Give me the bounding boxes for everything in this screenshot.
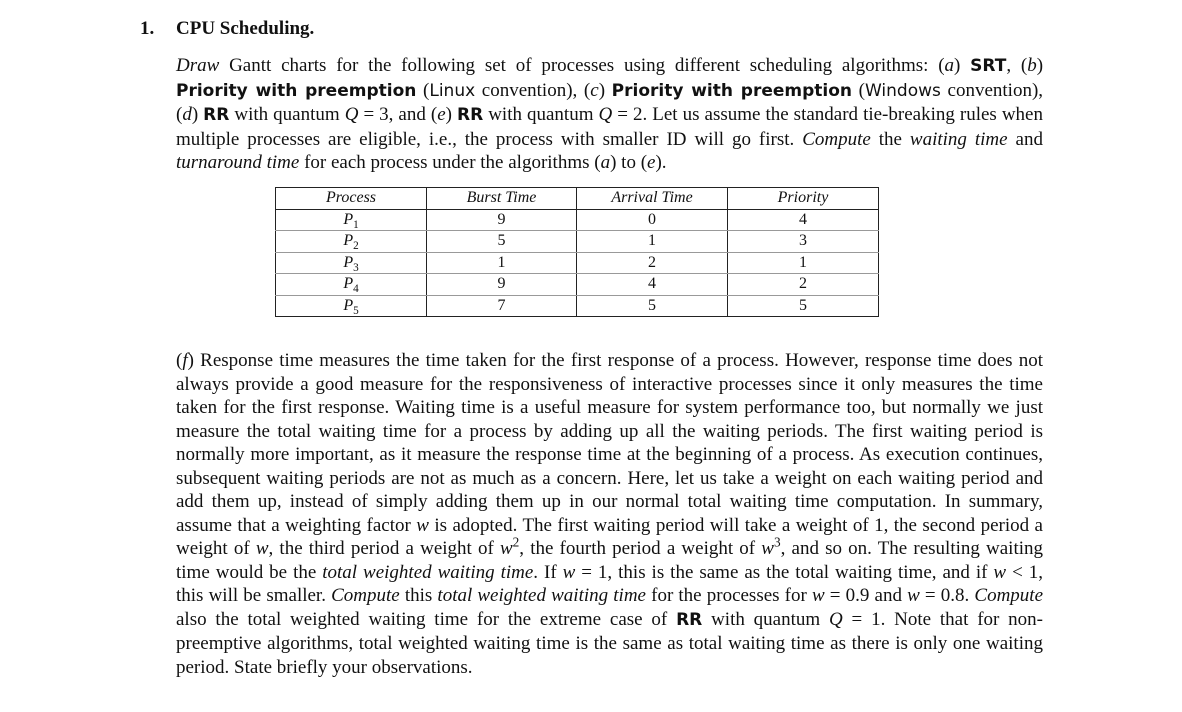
table-row (276, 231, 879, 253)
arrival-cell: 2 (577, 252, 728, 274)
table-row (276, 274, 879, 296)
header-priority: Priority (728, 188, 879, 210)
process-table-wrapper (275, 187, 879, 317)
priority-cell: 1 (728, 252, 879, 274)
question-title: CPU Scheduling. (176, 18, 315, 39)
process-table (275, 187, 879, 317)
arrival-cell: 5 (577, 295, 728, 317)
priority-cell: 5 (728, 295, 879, 317)
table-row (276, 252, 879, 274)
burst-cell: 9 (427, 209, 577, 231)
intro-paragraph: Draw Gantt charts for the following set of processes using different scheduling algorithms: (a) SRT, (b) Priority with preemption (Linux convention), (c) Priority with preemption (Windows convention), (d) RR with quantum Q = 3, and (e) RR with quantum Q = 2. Let us assume the standard tie-breaking rules when multiple processes are eligible, i.e., the process with smaller ID will go first. Compute the waiting time and turnaround time for each process under the algorithms (a) to (e). (176, 55, 1044, 173)
header-process: Process (276, 188, 427, 210)
burst-cell: 1 (427, 252, 577, 274)
process-cell: $P_5$ (276, 295, 427, 317)
priority-cell: 2 (728, 274, 879, 296)
priority-cell: 4 (728, 209, 879, 231)
arrival-cell: 0 (577, 209, 728, 231)
table-header-row (276, 188, 879, 210)
process-cell: $P_1$ (276, 209, 427, 231)
part-f-paragraph: (f) Response time measures the time taken for the first response of a process. However, response time does not always provide a good measure for the responsiveness of interactive processes since it only measures the time taken for the first response. Waiting time is a useful measure for system performance too, but normally we just measure the total waiting time for a process by adding up all the waiting periods. The first waiting period is normally more important, as it measure the response time at the beginning of a process. As execution continues, subsequent waiting periods are not as much as a concern. Here, let us take a weight on each waiting period and add them up, instead of simply adding them up in our normal total waiting time computation. In summary, assume that a weighting factor w is adopted. The first waiting period will take a weight of 1, the second period a weight of w, the third period a weight of $w^2$, the fourth period a weight of $w^3$, and so on. The resulting waiting time would be the total weighted waiting time. If w = 1, this is the same as the total waiting time, and if w < 1, this will be smaller. Compute this total weighted waiting time for the processes for w = 0.9 and w = 0.8. Compute also the total weighted waiting time for the extreme case of RR with quantum Q = 1. Note that for non-preemptive algorithms, total weighted waiting time is the same as total waiting time as there is only one waiting period. State briefly your observations. (176, 350, 1044, 678)
question-number: 1. (140, 18, 155, 39)
process-cell: $P_3$ (276, 252, 427, 274)
burst-cell: 5 (427, 231, 577, 253)
process-cell: $P_2$ (276, 231, 427, 253)
priority-cell: 3 (728, 231, 879, 253)
burst-cell: 7 (427, 295, 577, 317)
arrival-cell: 4 (577, 274, 728, 296)
arrival-cell: 1 (577, 231, 728, 253)
header-arrival-time: Arrival Time (577, 188, 728, 210)
header-burst-time: Burst Time (427, 188, 577, 210)
table-row (276, 295, 879, 317)
process-cell: $P_4$ (276, 274, 427, 296)
table-row (276, 209, 879, 231)
burst-cell: 9 (427, 274, 577, 296)
